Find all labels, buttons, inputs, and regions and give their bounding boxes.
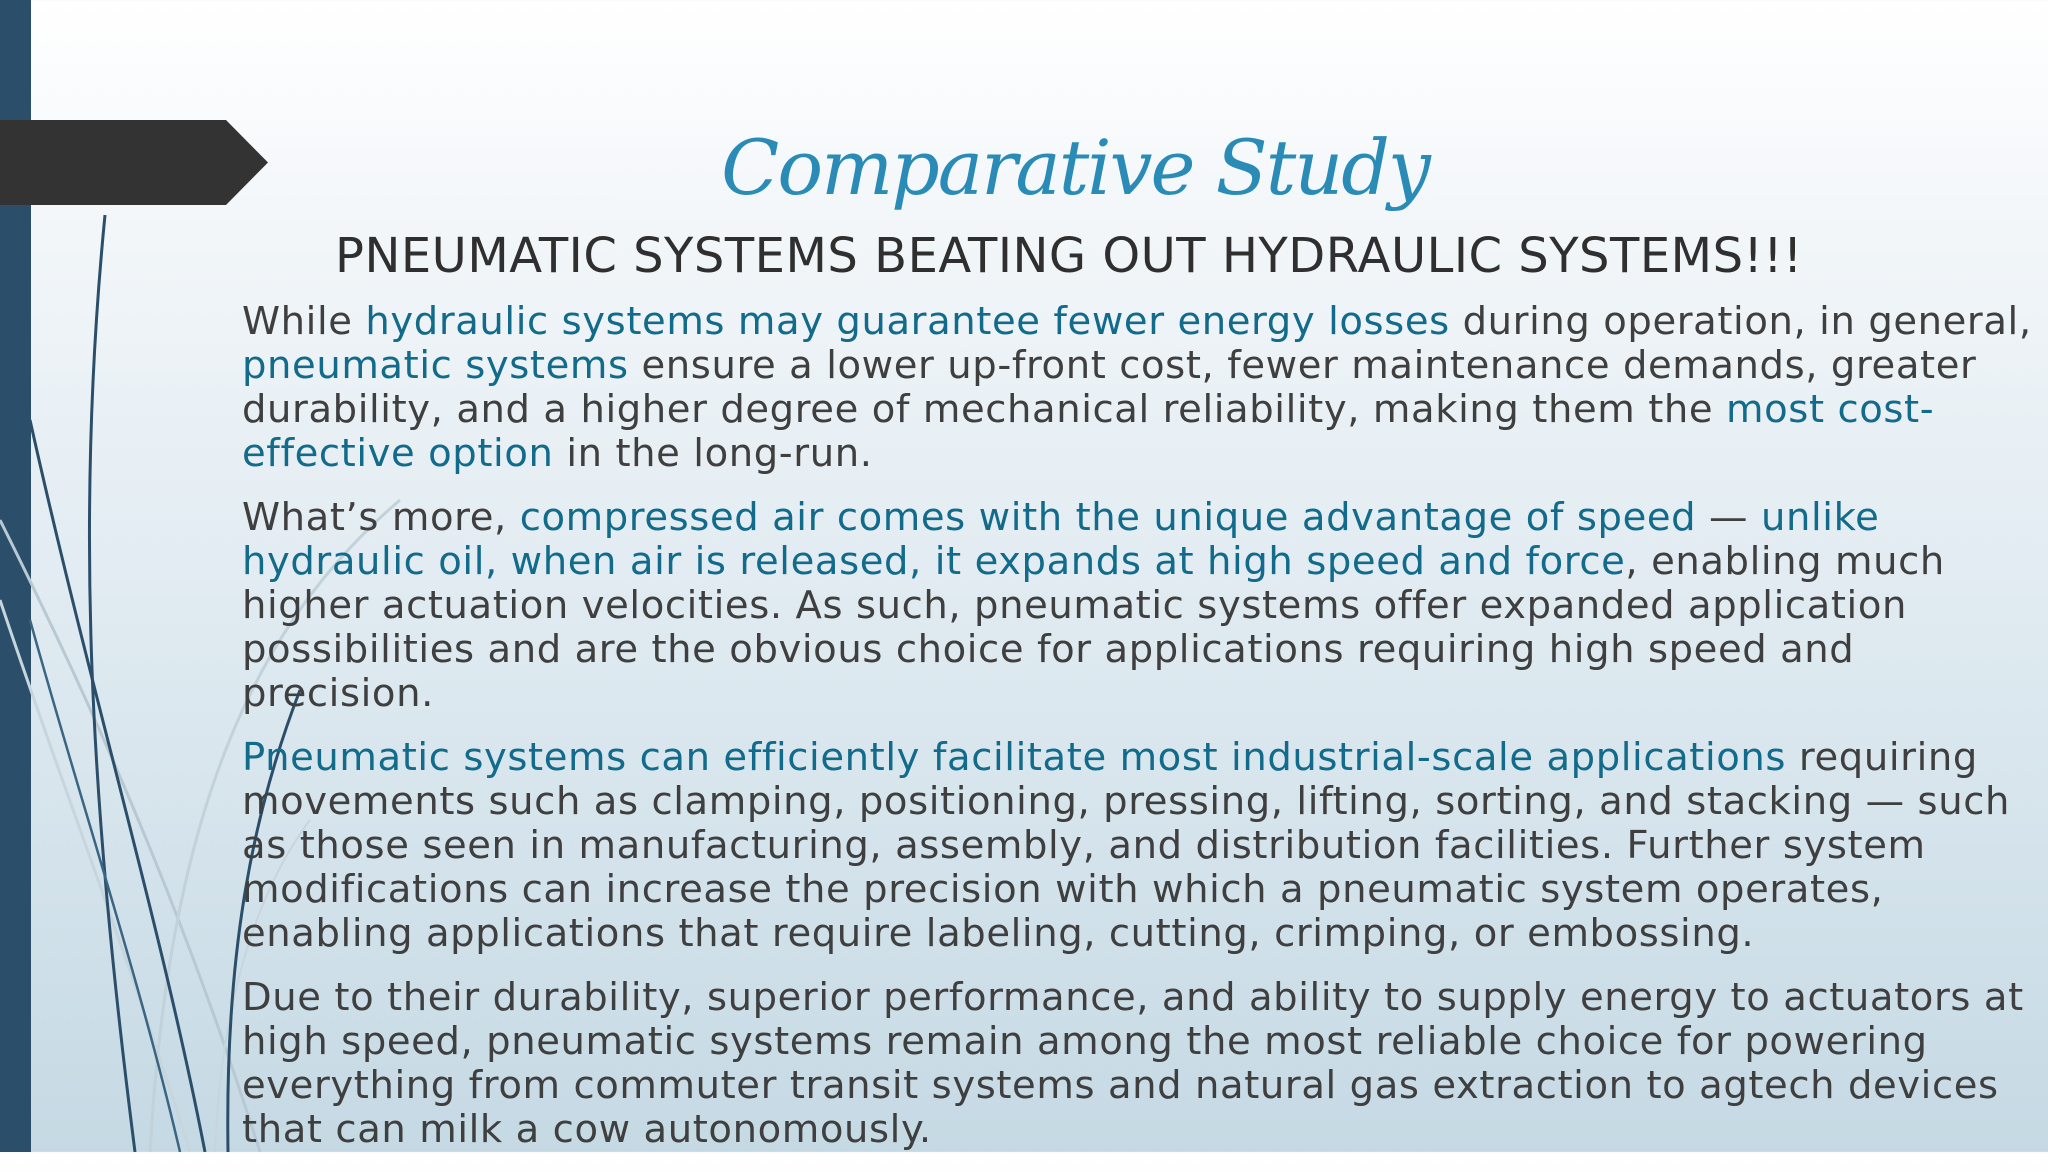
- decor-curve-light-1: [0, 520, 260, 1152]
- highlight-text: Pneumatic systems can efficiently facilitate most industrial-scale applications: [242, 735, 1787, 780]
- highlight-text: hydraulic systems may guarantee fewer energy losses: [365, 299, 1450, 344]
- slide-title: Comparative Study: [721, 123, 1429, 212]
- highlight-text: compressed air comes with the unique advantage of speed: [519, 495, 1697, 540]
- slide-subtitle: PNEUMATIC SYSTEMS BEATING OUT HYDRAULIC SYSTEMS!!!: [335, 228, 1803, 284]
- decor-curve-dark-2: [30, 420, 205, 1152]
- paragraph-speed-advantage: What’s more, compressed air comes with the unique advantage of speed — unlike hydraulic oil, when air is released, it expands at high speed and force, enabling much higher actuation velocities. As such, pneumatic systems offer expanded application possibilities and are the obvious choice for applications requiring high speed and precision.: [242, 495, 1945, 716]
- paragraph-cost-comparison: While hydraulic systems may guarantee fewer energy losses during operation, in general, pneumatic systems ensure a lower up-front cost, fewer maintenance demands, greater durability, and a higher degree of mechanical reliability, making them the most cost-effective option in the long-run.: [242, 299, 2032, 476]
- body-text: [242, 300, 2032, 1172]
- highlight-text: unlike hydraulic oil, when air is released, it expands at high speed and force: [242, 495, 1880, 584]
- decor-curve-dark-3: [30, 620, 180, 1152]
- paragraph-conclusion: Due to their durability, superior performance, and ability to supply energy to actuators at high speed, pneumatic systems remain among the most reliable choice for powering everything from commuter transit systems and natural gas extraction to agtech devices that can milk a cow autonomously.: [242, 975, 2024, 1152]
- highlight-text: most cost-effective option: [242, 387, 1935, 476]
- decor-curve-dark-1: [89, 215, 135, 1152]
- paragraph-industrial-applications: Pneumatic systems can efficiently facilitate most industrial-scale applications requiring movements such as clamping, positioning, pressing, lifting, sorting, and stacking — such as those seen in manufacturing, assembly, and distribution facilities. Further system modifications can increase the precision with which a pneumatic system operates, enabling applications that require labeling, cutting, crimping, or embossing.: [242, 735, 2010, 956]
- highlight-text: pneumatic systems: [242, 343, 629, 388]
